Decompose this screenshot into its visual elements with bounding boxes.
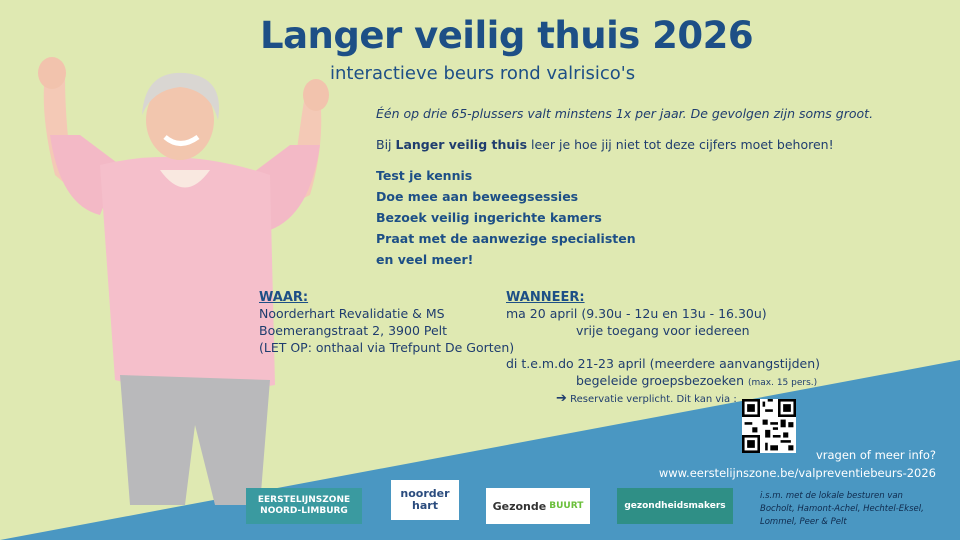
schedule-line: vrije toegang voor iedereen (576, 323, 750, 338)
location-title: WAAR: (259, 290, 309, 305)
eerstelijnszone-logo (246, 488, 362, 524)
qr-code[interactable] (742, 399, 796, 453)
location-section (259, 290, 514, 356)
logo-text: gezondheidsmakers (624, 501, 726, 511)
group-visits: begeleide groepsbezoeken (576, 373, 744, 388)
partners-line: Bocholt, Hamont-Achel, Hechtel-Eksel, (760, 504, 924, 514)
noorderhart-logo (391, 480, 459, 520)
schedule-section (506, 290, 820, 407)
logo-text: noorder (400, 487, 450, 500)
intro-event-name: Langer veilig thuis (395, 137, 528, 152)
qr-code-icon (742, 399, 796, 453)
location-line: Noorderhart Revalidatie & MS (259, 306, 445, 321)
location-line: Boemerangstraat 2, 3900 Pelt (259, 323, 448, 338)
page-title: Langer veilig thuis 2026 (260, 14, 754, 57)
schedule-line: di t.e.m.do 21-23 april (meerdere aanvangstijden) (506, 356, 821, 371)
partners-line: Lommel, Peer & Pelt (760, 517, 847, 527)
info-question: vragen of meer info? (815, 448, 936, 462)
info-block (659, 446, 936, 482)
logo-text: NOORD-LIMBURG (260, 506, 348, 516)
activity-item: Bezoek veilig ingerichte kamers (376, 210, 602, 225)
schedule-line: ma 20 april (9.30u - 12u en 13u - 16.30u) (506, 306, 767, 321)
logo-text: EERSTELIJNSZONE (257, 495, 351, 505)
activity-item: Praat met de aanwezige specialisten (376, 231, 636, 246)
intro-prefix: Bij (376, 137, 396, 152)
schedule-line (506, 372, 820, 392)
logo-text: BUURT (549, 501, 584, 511)
gezondheidsmakers-logo (617, 488, 733, 524)
activity-list (376, 165, 636, 270)
intro-text (376, 137, 834, 152)
cheering-woman-illustration (20, 55, 340, 505)
page-subtitle: interactieve beurs rond valrisico's (330, 63, 636, 84)
partners-line: i.s.m. met de lokale besturen van (760, 491, 903, 501)
activity-item: Doe mee aan beweegsessies (376, 189, 579, 204)
intro-suffix: leer je hoe jij niet tot deze cijfers moet behoren! (527, 137, 834, 152)
intro-statistic: Één op drie 65-plussers valt minstens 1x per jaar. De gevolgen zijn soms groot. (376, 106, 874, 121)
logo-text: hart (412, 499, 438, 512)
gezonde-buurt-logo (486, 488, 590, 524)
schedule-title: WANNEER: (506, 290, 585, 305)
group-size-note: (max. 15 pers.) (747, 378, 818, 388)
location-line: (LET OP: onthaal via Trefpunt De Gorten) (259, 340, 515, 355)
arrow-icon: ➔ (556, 391, 567, 406)
info-url[interactable]: www.eerstelijnszone.be/valpreventiebeurs-2026 (658, 466, 936, 480)
reservation-note: Reservatie verplicht. Dit kan via : (570, 394, 737, 405)
logo-text: Gezonde (492, 499, 547, 513)
activity-item: Test je kennis (376, 168, 473, 183)
partners-note (760, 490, 924, 529)
activity-item: en veel meer! (376, 252, 474, 267)
